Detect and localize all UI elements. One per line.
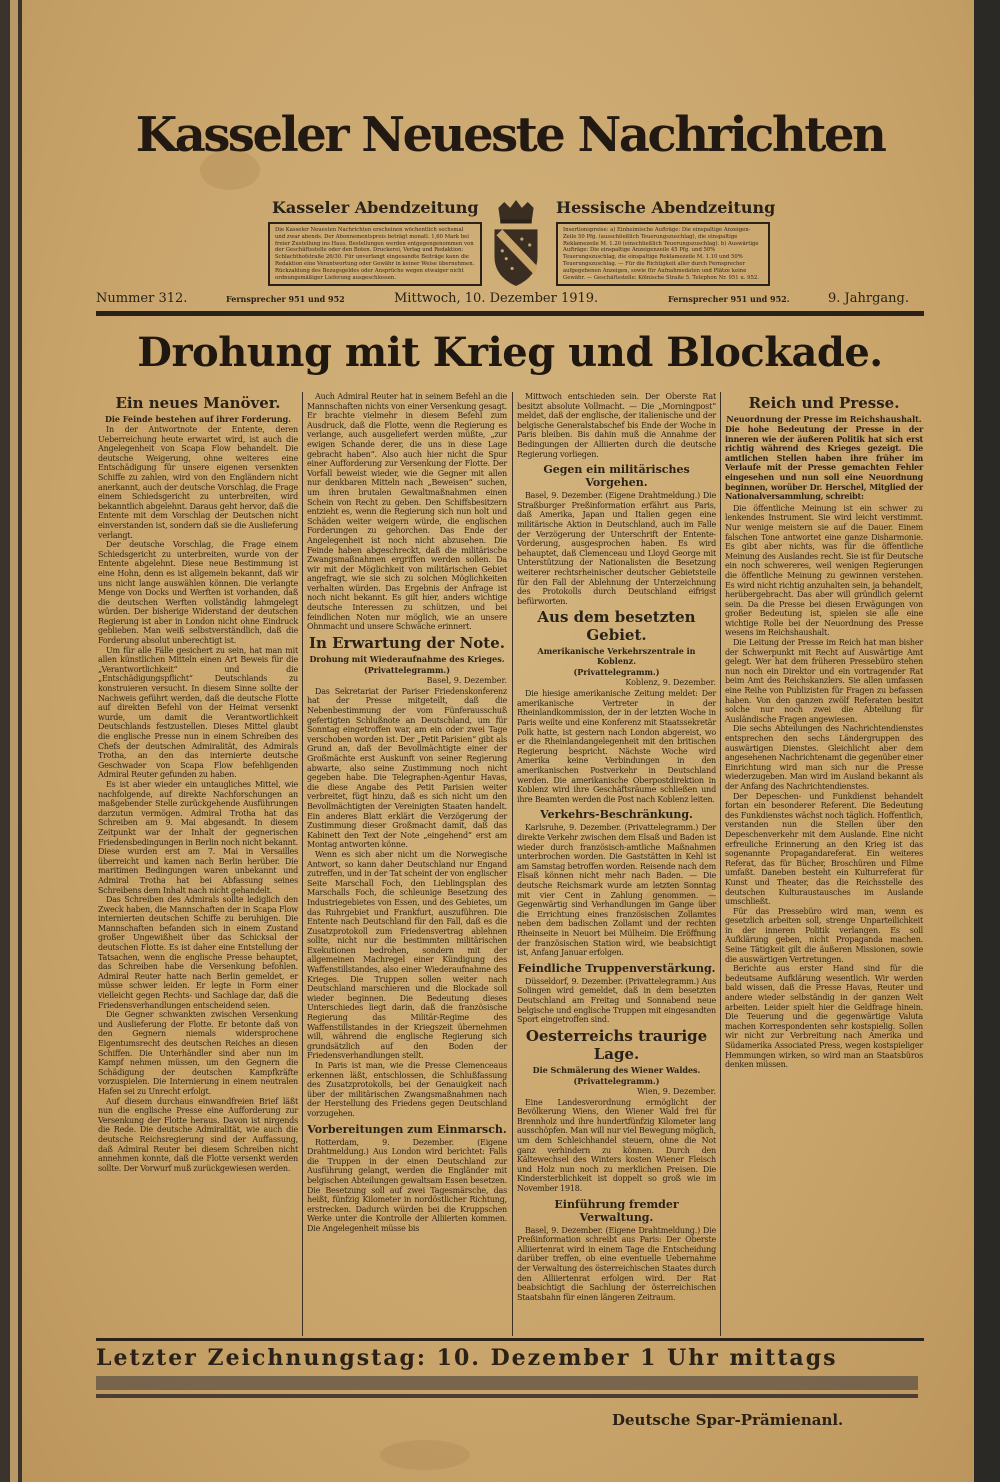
paragraph: In der Antwortnote der Entente, deren Ueberreichung heute erwartet wird, ist auch die Angelegenheit von Scapa Flow behandelt. Die deutsche Weigerung, ohne weiteres eine Entschädigung für unsere eigenen versenkten Schiffe zu zahlen, wird von den Engländern nicht anerkannt, auch der deutsche Vorschlag, die Frage einem Schiedsgericht zu unterbreiten, wird bekanntlich abgelehnt. Daraus geht hervor, daß die Entente mit dem Vorschlag der Deutschen nicht einverstanden ist, sondern daß sie die Auslieferung verlangt. bbox=[98, 425, 298, 540]
paragraph: Basel, 9. Dezember. (Eigene Drahtmeldung.) Die Straßburger Preßinformation erfährt aus Paris, daß Amerika, Japan und Italien gegen eine militärische Aktion in Deutschland, auch im Falle der Verzögerung der Unterschrift der Entente-Vorderung, ausgesprochen haben. Es wird behauptet, daß Clemenceau und Lloyd George mit Unterstützung der Nationalisten die Besetzung weiterer rechtsrheinischer deutscher Gebietsteile für den Fall der Ablehnung der Unterzeichnung des Protokolls durch Deutschland eifrigst befürworten. bbox=[517, 491, 716, 606]
phone-right: Fernsprecher 951 und 952. bbox=[668, 294, 790, 304]
paragraph: Berichte aus erster Hand sind für die bedeutsame Aufklärung wesentlich. Wir werden bald wissen, daß die Presse Havas, Reuter und andere wieder selbständig in der ganzen Welt arbeiten. Leider spielt hier die Geldfrage hinein. Die Teuerung und die gegenwärtige Valuta machen Korrespondenten sehr kostspielig. Sollen wir nicht zur Verbreitung nach Amerika und Südamerika Associated Press, wegen kostspieliger Hemmungen wirken, so wird man an Staatsbüros denken müssen. bbox=[725, 964, 923, 1070]
subscription-deadline-banner: Letzter Zeichnungstag: 10. Dezember 1 Uhr mittags bbox=[96, 1345, 838, 1371]
article-column-3 bbox=[517, 392, 716, 1302]
article-heading: In Erwartung der Note. bbox=[308, 633, 506, 652]
paragraph: Basel, 9. Dezember. (Eigene Drahtmeldung.) Die Preßinformation schreibt aus Paris: Der Oberste Alliiertenrat wird in einem Tage die Entscheidung darüber treffen, ob eine eventuelle Uebernahme der Verwaltung des österreichischen Staates durch den Alliiertenrat erfolgen wird. Der Rat beabsichtigt die Sachlung der österreichischen Staatsbahn für einen längeren Zeitraum. bbox=[517, 1225, 716, 1302]
masthead-subtitle-right: Hessische Abendzeitung bbox=[556, 198, 776, 217]
paragraph: Die öffentliche Meinung ist ein schwer zu lenkendes Instrument. Sie wird leicht verstimmt. Nur wenige meistern sie auf die Dauer. Einem falschen Tone antwortet eine ganze Disharmonie. Es gibt aber nichts, was für die öffentliche Meinung des Auslandes recht. Sie ist für Deutsche ein noch schwereres, weil wenigen Regierungen die öffentliche Meinung zu gewinnen verstehen. Es wird nicht richtig anzuhalten sein, ja behandelt, herübergebracht. Das aber will gründlich gelernt sein. Da die Presse bei diesen Erwägungen von großer Bedeutung ist, spielen sie alle eine wichtige Rolle bei der Neuordnung des Presse wesens im Reichshaushalt. bbox=[725, 503, 923, 638]
phone-left: Fernsprecher 951 und 952 bbox=[226, 294, 345, 304]
masthead-subtitle-left: Kasseler Abendzeitung bbox=[272, 198, 479, 217]
paragraph: Düsseldorf, 9. Dezember. (Privattelegramm.) Aus Solingen wird gemeldet, daß in dem besetzten Deutschland am Freitag und Sonnabend neue belgische und englische Truppen mit eingesandten Sport eingetroffen sind. bbox=[517, 976, 716, 1025]
article-heading: Gegen ein militärisches Vorgehen. bbox=[543, 463, 690, 490]
article-source: (Privattelegramm.) bbox=[573, 1075, 660, 1086]
article-heading: Einführung fremder Verwaltung. bbox=[554, 1197, 679, 1224]
subscription-info-box: Die Kasseler Neuesten Nachrichten erscheinen wöchentlich sechsmal und zwar abends. Der Abonnementspreis beträgt monatl. 1,60 Mark bei freier Zustellung ins Haus. Bestellungen werden entgegengenommen von der Geschäftsstelle oder den Boten. Druckerei, Verlag und Redaktion: Schlachthofstraße 26/30. Für unverlangt eingesandte Beiträge kann die Redaktion eine Verantwortung oder Gewähr in keiner Weise übernehmen. Rückzahlung des Bezugsgeldes oder Ansprüche wegen etwaiger nicht ordnungsmäßiger Lieferung ausgeschlossen. bbox=[268, 222, 482, 286]
article-column-2 bbox=[307, 392, 507, 1234]
article-heading: Aus dem besetzten Gebiet. bbox=[537, 608, 696, 645]
paragraph: Karlsruhe, 9. Dezember. (Privattelegramm.) Der direkte Verkehr zwischen dem Elsaß und Baden ist wieder durch französisch-amtliche Maßnahmen unterbrochen worden. Die Gaststätten in Kehl ist am Samstag betroffen worden. Reisende nach dem Elsaß können nicht mehr nach Baden. — Die deutsche Reichsmark wurde am letzten Sonntag mit vier Cent in Zahlung genommen. — Gegenwärtig sind Verhandlungen im Gange über die Errichtung eines französischen Zollamtes neben dem badischen Zollamt und der rechten Rheinseite in Neuort bei Mülheim. Die Eröffnung der französischen Station wird, wie beabsichtigt ist, Anfang Januar erfolgen. bbox=[517, 823, 716, 958]
article-subheading: Amerikanische Verkehrszentrale in Koblenz. bbox=[537, 646, 696, 667]
stain bbox=[380, 1440, 470, 1470]
paragraph: Die sechs Abteilungen des Nachrichtendienstes entsprechen den sechs Ländergruppen des auswärtigen Dienstes. Gleichlicht aber dem angesehenen Nachrichtenamt die gegenüber einer Einrichtung wird man sich nur die Presse wiederzugeben. Man wird im Ausland bekannt als der Anfang des Nachrichtendienstes. bbox=[725, 724, 923, 791]
adjacent-page-edge bbox=[10, 0, 18, 1482]
paragraph: Auf diesem durchaus einwandfreien Brief läßt nun die englische Presse eine Aufforderung zur Versenkung der Flotte heraus. Davon ist nirgends die Rede. Die deutsche Admiralität, wie auch die deutsche Reichsregierung sind der Auffassung, daß Admiral Reuter bei diesem Schreiben nicht annehmen konnte, daß die Flotte versenkt werden sollte. Der Vorwurf muß zurückgewiesen werden. bbox=[98, 1096, 298, 1173]
bottom-rule bbox=[96, 1338, 924, 1341]
article-reich-und-presse bbox=[725, 392, 923, 1070]
paragraph: Das Schreiben des Admirals sollte lediglich den Zweck haben, die Mannschaften der in Scapa Flow internierten deutschen Schiffe zu beruhigen. Die Mannschaften befanden sich in einem Zustand großer Ungewißheit über das Schicksal der deutschen Flotte. Es ist daher eine Entstellung der Tatsachen, wenn die englische Presse behauptet, das Schreiben habe die Versenkung befohlen. Admiral Reuter hatte nach Berlin gemeldet, er müsse schwer leiden. Er legte in Form einer vielleicht gegen Rechts- und Sachlage dar, daß die Friedensverhandlungen entscheidend seien. bbox=[98, 895, 298, 1010]
issue-info-row bbox=[96, 291, 924, 309]
article-subheading: Neuordnung der Presse im Reichshaushalt. bbox=[726, 414, 922, 424]
paragraph: Das Sekretariat der Pariser Friedenskonferenz hat der Presse mitgeteilt, daß die Nebenbestimmung der vom Fünferausschuß gefertigten Schlußnote an Deutschland, um für Sonntag eingetroffen war, am ein oder zwei Tage verschoben worden ist. Der „Petit Parisien“ gibt als Grund an, daß der Bevollmächtigte einer der Großmächte erst Auskunft von seiner Regierung abwarte, also seine Zustimmung noch nicht gegeben habe. Die Telegraphen-Agentur Havas, die diese Angabe des Petit Parisien weiter verbreitet, fügt hinzu, daß es sich nicht um den Bevollmächtigten der Vereinigten Staaten handelt. Ein anderes Blatt erklärt die Verzögerung der Zustimmung dieser Großmacht damit, daß das Kabinett den Text der Note „eingehend“ erst am Montag antworten könne. bbox=[307, 686, 507, 850]
main-headline: Drohung mit Krieg und Blockade. bbox=[137, 329, 883, 376]
paragraph: Die hiesige amerikanische Zeitung meldet: Der amerikanische Vertreter in der Rheinlandkommission, der in der letzten Woche in Paris weilte und eine Konferenz mit Staatssekretär Polk hatte, ist gestern nach London abgereist, wo er die Rheinlandangelegenheit mit den britischen Regierung bespricht. Nächste Woche wird Amerika keine Verbindungen in den amerikanischen Postverkehr in Deutschland werden. Die amerikanische Oberpostdirektion in Koblenz wird ihre Geschäftsräume schließen und ihre Beamten werden die Post nach Koblenz leiten. bbox=[517, 689, 716, 804]
masthead-rule bbox=[96, 311, 924, 316]
paragraph: Eine Landesverordnung ermöglicht der Bevölkerung Wiens, den Wiener Wald frei für Brennholz und ihre hundertfünfzig Kilometer lang ausschöpfen. Man will nur viel Bewegung möglich, um dem Schleichhandel steuern, ohne die Not ganz verhindern zu können. Durch den Kältewechsel des Winters kosten Wiener Fleisch und Holz nun noch zu merklichen Preisen. Die Kindersterblichkeit ist doppelt so groß wie im November 1918. bbox=[517, 1097, 716, 1194]
article-lead: Die hohe Bedeutung der Presse in der inneren wie der äußeren Politik hat sich erst richtig während des Krieges gezeigt. Die amtlichen Stellen haben ihre früher im Verlaufe mit der Presse gemachten Fehler eingesehen und nun soll eine Neuordnung beginnen, worüber Dr. Herschel, Mitglied der Nationalversammlung, schreibt: bbox=[725, 424, 923, 502]
article-heading: Verkehrs-Beschränkung. bbox=[540, 808, 693, 822]
issue-number: Nummer 312. bbox=[96, 291, 188, 306]
dateline: Wien, 9. Dezember. bbox=[637, 1086, 716, 1096]
article-heading: Reich und Presse. bbox=[748, 394, 900, 412]
advertising-rates-box: Insertionspreise: a) Einheimische Aufträge: Die einspaltige Anzeigen-Zeile 50 Pfg. (ausschließlich Teuerungszuschlag), die einspaltige Reklamezeile M. 1.20 (einschließlich Teuerungszuschlag). b) Auswärtige Aufträge: Die einspaltige Anzeigenzeile 45 Pfg. und 50% Teuerungszuschlag, die einspaltige Reklamezeile M. 1.10 und 50% Teuerungszuschlag. — Für die Richtigkeit aller durch Fernsprecher aufgegebenen Anzeigen, sowie für Aufnahmedaten und Plätze keine Gewähr. — Geschäftsstelle: Kölnische Straße 5. Telephon Nr. 951 u. 952. bbox=[556, 222, 770, 286]
article-subheading: Die Schmälerung des Wiener Waldes. bbox=[532, 1064, 701, 1075]
column-rule bbox=[302, 392, 303, 1336]
paragraph: Es ist aber wieder ein untaugliches Mittel, wie nachfolgende, auf direkte Nachforschungen an maßgebender Stelle zurückgehende Ausführungen darzutun vermögen. Admiral Trotha hat das Schreiben am 9. Mai abgesandt. In diesem Zeitpunkt war der Inhalt der gegnerischen Friedensbedingungen in Berlin noch nicht bekannt. Diese wurden erst am 7. Mai in Versailles überreicht und kamen nach Berlin herüber. Die maritimen Bedingungen waren unbekannt und Admiral Trotha hat bei Abfassung seines Schreibens dem Inhalt nach nicht gehandelt. bbox=[98, 779, 298, 895]
issue-date: Mittwoch, 10. Dezember 1919. bbox=[394, 291, 599, 306]
article-heading: Ein neues Manöver. bbox=[115, 394, 281, 412]
paragraph: Der deutsche Vorschlag, die Frage einem Schiedsgericht zu unterbreiten, wurde von der Entente abgelehnt. Diese neue Bestimmung ist eine Hohn, denn es ist allgemein bekannt, daß wir uns nicht lange auswählen können. Die verlangte Menge von Docks und Werften ist vorhanden, daß die deutschen Werften vollständig lahmgelegt würden. Der bisherige Widerstand der deutschen Regierung ist aber in London nicht ohne Eindruck geblieben. Man weiß selbstverständlich, daß die Forderung absolut unberechtigt ist. bbox=[98, 540, 298, 646]
coat-of-arms-icon bbox=[490, 200, 542, 288]
column-rule bbox=[720, 392, 721, 1336]
paragraph: Rotterdam, 9. Dezember. (Eigene Drahtmeldung.) Aus London wird berichtet: Falls die Truppen in der einen Deutschland zur Ausführung gelangt, werden die Engländer mit belgischen Abteilungen gewaltsam Essen besetzen. Die Besetzung soll auf zwei Tagesmärsche, das heißt, fünfzig Kilometer in nordöstlicher Richtung, erstrecken. Dadurch würden bei die Kruppschen Werke unter die Kontrolle der Alliierten kommen. Die Angelegenheit müsse bis bbox=[307, 1137, 507, 1233]
article-ein-neues-manoever bbox=[98, 392, 298, 1173]
paragraph: Für das Pressebüro wird man, wenn es gesetzlich arbeiten soll, strenge Unparteilichkeit in der inneren Politik verlangen. Es soll Aufklärung geben, nicht Propaganda machen. Seine Tätigkeit gilt die äußeren Missionen, sowie die auswärtigen Vertretungen. bbox=[725, 906, 923, 964]
paragraph: Die Leitung der Presse im Reich hat man bisher der Schwerpunkt mit Recht auf Auswärtige Amt gelegt. Wer hat dem früheren Pressebüro stehen nun noch ein Direktor und ein vortragender Rat beim Amt des Reichskanzlers. Sie allen umfassen eine Reihe von Publizisten für Fragen zu befassen haben. Von den ganzen zwölf Referaten besitzt solche nur noch zwei die Abteilung für Ausländische Fragen angewiesen. bbox=[725, 638, 923, 724]
paragraph: In Paris ist man, wie die Presse Clemenceaus erkennen läßt, entschlossen, die Schlußfassung des Zusatzprotokolls, bei der Genauigkeit nach über der militärischen Zwangsmaßnahmen nach der Herstellung des Friedens gegen Deutschland vorzugehen. bbox=[307, 1061, 507, 1118]
article-source: (Privattelegramm.) bbox=[364, 664, 450, 675]
paragraph: Der Depeschen- und Funkdienst behandelt fortan ein besonderer Referent. Die Bedeutung des Funkdienstes wächst noch täglich. Hoffentlich, verstanden nun die Stellen über den Depeschenverkehr mit dem Auslande. Eine nicht erfreuliche Erinnerung an den Krieg ist das sogenannte Propagandareferat. Ein weiteres Referat, das für Bücher, Broschüren und Filme umfaßt. Daneben besteht ein Kulturreferat für Kunst und Theater, das die Reichsstelle des deutschen Kulturaustausches im Auslande umschließt. bbox=[725, 791, 923, 907]
volume: 9. Jahrgang. bbox=[828, 291, 909, 306]
ad-bar bbox=[96, 1376, 918, 1390]
column-rule bbox=[512, 392, 513, 1336]
paragraph: Auch Admiral Reuter hat in seinem Befehl an die Mannschaften nichts von einer Versenkung gesagt. Er brachte vielmehr in diesem Befehl zum Ausdruck, daß die Flotte, wenn die Regierung es verlange, auch ausgeliefert werden müßte, „zur ewigen Schande derer, die uns in diese Lage gebracht haben“. Also auch hier nicht die Spur einer Aufforderung zur Versenkung der Flotte. Der Vorfall beweist wieder, wie die Gegner mit allen nur denkbaren Mitteln nach „Beweisen“ suchen, um ihren brutalen Gewaltmaßnahmen einen Schein von Recht zu geben. Den Schiffsbesitzern entzieht es, wenn die Regierung sich nun holt und Schäden weiter weigern würde, die englischen Forderungen zu gehorchen. Das Ende der Angelegenheit ist noch nicht abzusehen. Die Feinde haben abgeschreckt, daß die militärische Zwangsmaßnahmen ergriffen werden sollen. Da wir mit der Möglichkeit von militärischen Gebiet angefragt, wie sie sich zu solchen Möglichkeiten verhalten würden. Das Ergebnis der Anfrage ist noch nicht bekannt. Es gilt hier, anders wichtige deutsche Interessen zu schützen, und bei feindlichen Noten nur möglich, wie an unsere Ohnmacht und unsere Schwäche erinnert. bbox=[307, 392, 507, 632]
dateline: Koblenz, 9. Dezember. bbox=[625, 678, 716, 688]
paragraph: Die Gegner schwankten zwischen Versenkung und Auslieferung der Flotte. Er betonte daß von den Gegnern niemals widersprochene Eigentumsrecht des deutschen Reiches an diesen Schiffen. Die Unterhändler sind aber nun im Kampf nehmen müssen, um den Gegnern die Schädigung der deutschen Kampfkräfte vorzuspielen. Die Internierung in einem neutralen Hafen sei zu Unrecht erfolgt. bbox=[98, 1010, 298, 1096]
paragraph: Um für alle Fälle gesichert zu sein, hat man mit allen künstlichen Mitteln einen Art Beweis für die „Verantwortlichkeit“ und die „Entschädigungspflicht“ Deutschlands zu konstruieren versucht. In diesem Sinne sollte der Nachweis geführt werden, daß die deutsche Flotte auf direkten Befehl von der Heimat versenkt wurde, um damit die Verantwortlichkeit Deutschlands festzustellen. Dieses Mittel glaubt die englische Presse nun in einem Schreiben des Chefs der deutschen Admiralität, des Admirals Trotha, an den das internierte deutsche Geschwader von Scapa Flow befehligenden Admiral Reuter gefunden zu haben. bbox=[98, 645, 298, 780]
article-subheading: Drohung mit Wiederaufnahme des Krieges. bbox=[309, 653, 505, 664]
paragraph: Mittwoch entschieden sein. Der Oberste Rat besitzt absolute Vollmacht. — Die „Morningpost“ meldet, daß der englische, der italienische und der belgische Generalstabschef bis Ende der Woche in Paris bleiben. Bis dahin muß die Annahme der Bedingungen der Alliierten durch die deutsche Regierung vorliegen. bbox=[517, 392, 716, 459]
article-heading: Vorbereitungen zum Einmarsch. bbox=[307, 1122, 507, 1136]
ad-bar-thin bbox=[96, 1394, 918, 1398]
article-source: (Privattelegramm.) bbox=[573, 667, 660, 678]
article-heading: Oesterreichs traurige Lage. bbox=[525, 1026, 708, 1063]
advertisement-title: Deutsche Spar-Prämienanl. bbox=[612, 1411, 844, 1429]
dateline: Basel, 9. Dezember. bbox=[426, 675, 507, 685]
masthead-title: Kasseler Neueste Nachrichten bbox=[135, 107, 885, 163]
article-subheading: Die Feinde bestehen auf ihrer Forderung. bbox=[104, 414, 292, 424]
paragraph: Wenn es sich aber nicht um die Norwegische Antwort, so kann daher Deutschland nur Engand zutreffen, und in der Tat scheint der von englischer Seite Marschall Foch, den Lieblingsplan des Marschalls Foch, die schleunige Besetzung des Industriegebietes von Essen, und des Gebietes, um das Ruhrgebiet und Frankfurt, auszuführen. Die Entente nach Deutschland für den Fall, daß es die Zusatzprotokoll zum Friedensvertrag ablehnen sollte, nicht nur die bestimmten militärischen Exekutionen bedrohen, sondern mit der allgemeinen Machregel einer Kündigung des Waffenstillstandes, also einer Wiederaufnahme des Krieges. Die Truppen sollen weiter nach Deutschland marschieren und die Blockade soll wieder beginnen. Die Bedeutung dieses Unterschiedes liegt darin, daß die französische Regierung das Militär-Regime des Waffenstillstandes in der Kriegszeit übernehmen will, während die englische Regierung sich grundsätzlich auf den Boden der Friedensverhandlungen stellt. bbox=[307, 849, 507, 1061]
article-heading: Feindliche Truppenverstärkung. bbox=[517, 961, 716, 975]
